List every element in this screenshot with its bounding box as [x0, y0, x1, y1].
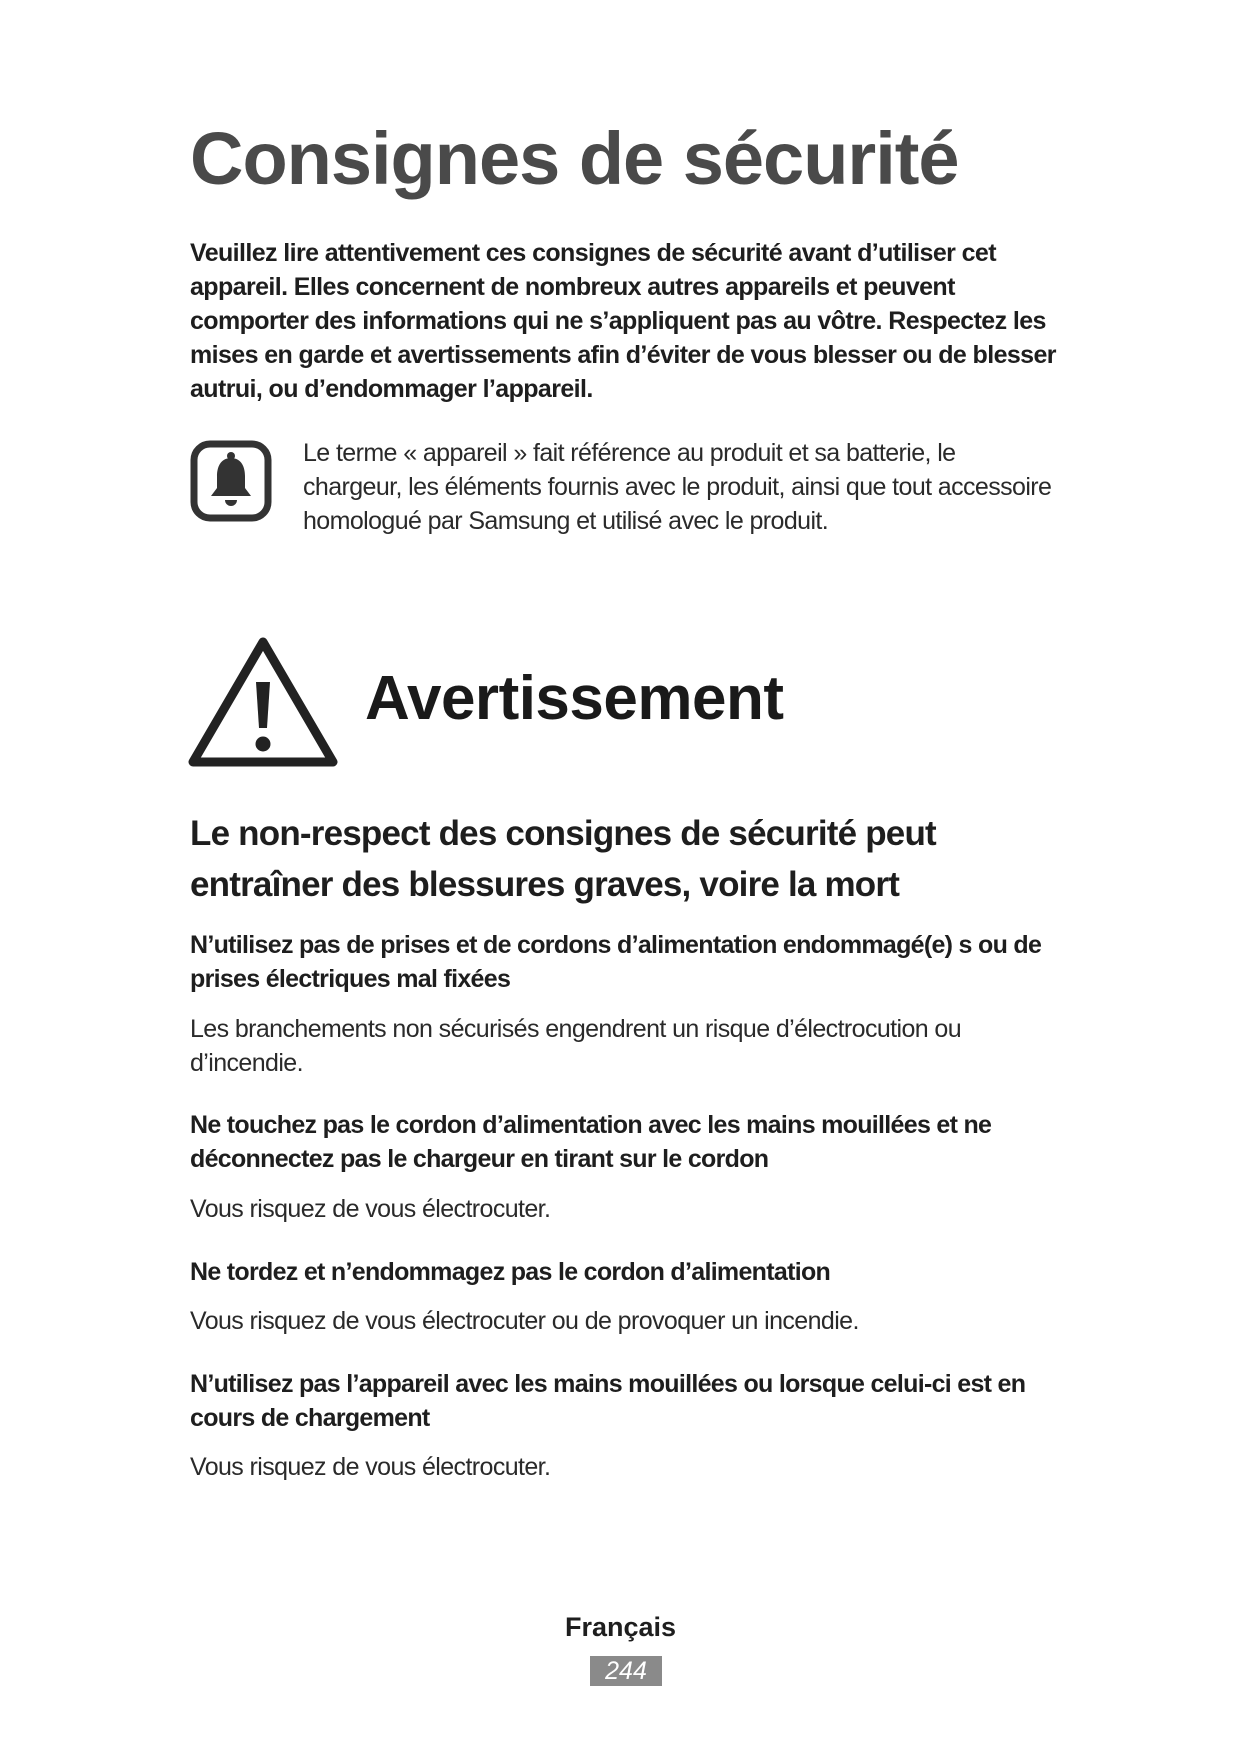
page-title: Consignes de sécurité [190, 117, 959, 200]
item-heading: Ne touchez pas le cordon d’alimentation avec les mains mouillées et ne déconnectez pas le chargeur en tirant sur le cordon [190, 1111, 992, 1173]
note-text: Le terme « appareil » fait référence au produit et sa batterie, le chargeur, les éléments fournis avec le produit, ainsi que tout accessoire homologué par Samsung et utilisé avec le produit. [303, 439, 1052, 535]
item-body: Vous risquez de vous électrocuter ou de provoquer un incendie. [190, 1307, 859, 1335]
warning-title: Avertissement [365, 664, 784, 733]
item-heading: N’utilisez pas l’appareil avec les mains mouillées ou lorsque celui-ci est en cours de chargement [190, 1370, 1026, 1432]
item-body: Vous risquez de vous électrocuter. [190, 1195, 551, 1223]
footer-language: Français [564, 1612, 677, 1642]
warning-triangle-icon [187, 636, 339, 770]
item-body: Vous risquez de vous électrocuter. [190, 1453, 551, 1481]
warning-subtitle: Le non-respect des consignes de sécurité peut entraîner des blessures graves, voire la mort [190, 814, 936, 904]
bell-icon [190, 440, 272, 522]
item-body: Les branchements non sécurisés engendrent un risque d’électrocution ou d’incendie. [190, 1015, 962, 1077]
item-heading: Ne tordez et n’endommagez pas le cordon d’alimentation [190, 1258, 831, 1286]
page-number: 244 [590, 1656, 662, 1686]
item-heading: N’utilisez pas de prises et de cordons d’alimentation endommagé(e) s ou de prises électriques mal fixées [190, 931, 1042, 993]
intro-paragraph: Veuillez lire attentivement ces consignes de sécurité avant d’utiliser cet appareil. Elles concernent de nombreux autres appareils et peuvent comporter des informations qui ne s’appliquent pas au vôtre. Respectez les mises en garde et avertissements afin d’éviter de vous blesser ou de blesser autrui, ou d’endommager l’appareil. [190, 239, 1056, 403]
